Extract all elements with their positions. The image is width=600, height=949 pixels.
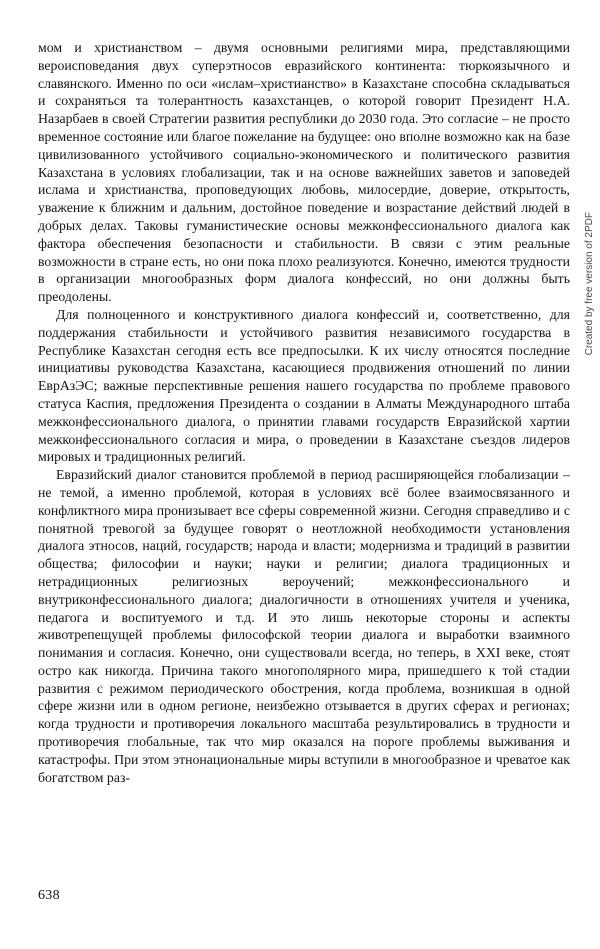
paragraph-1: мом и христианством – двумя основными религиями мира, представляющими вероисповедания двух суперэтносов евразийского континента: тюркоязычного и славянского. Именно по оси «ислам–христианство» в Казахстане способна складываться и сохраняться та толерантность казахстанцев, о которой говорит Президент Н.А. Назарбаев в своей Стратегии развития республики до 2030 года. Это согласие – не просто временное состояние или благое пожелание на будущее: оно вполне возможно как на базе цивилизованного устойчивого социально-экономического и политического развития Казахстана в условиях глобализации, так и на основе важнейших заветов и заповедей ислама и христианства, проповедующих любовь, милосердие, доверие, открытость, уважение к ближним и дальним, достойное поведение и возрастание действий людей в добрых делах. Таковы гуманистические основы межконфессионального диалога как фактора обеспечения безопасности и стабильности. В связи с этим реальные возможности в стране есть, но они пока плохо реализуются. Конечно, имеются трудности в организации многообразных форм диалога конфессий, но они должны быть преодолены. (38, 40, 570, 305)
page-number: 638 (38, 888, 60, 903)
page-body (38, 39, 570, 786)
paragraph-2: Для полноценного и конструктивного диалога конфессий и, соответственно, для поддержания стабильности и устойчивого развития независимого государства в Республике Казахстан сегодня есть все предпосылки. К их числу относятся последние инициативы руководства Казахстана, касающиеся продвижения отношений по линии ЕврАзЭС; важные перспективные решения нашего государства по проблеме правового статуса Каспия, предложения Президента о создании в Алматы Международного штаба межконфессионального диалога, о принятии главами государств Евразийской хартии межконфессионального согласия и мира, о проведении в Казахстане съездов лидеров мировых и традиционных религий. (38, 306, 570, 465)
watermark-text: Created by free version of 2PDF (584, 212, 595, 356)
paragraph-3: Евразийский диалог становится проблемой в период расширяющейся глобализации – не темой, а именно проблемой, которая в условиях всё более взаимосвязанного и конфликтного мира пронизывает все сферы современной жизни. Сегодня справедливо и с понятной тревогой за будущее говорят о неотложной необходимости установления диалога этносов, наций, государств; народа и власти; модернизма и традиций в развитии общества; философии и науки; науки и религии; диалога традиционных и нетрадиционных религиозных вероучений; межконфессионального и внутриконфессионального диалога; диалогичности в отношениях учителя и ученика, педагога и воспитуемого и т.д. И это лишь некоторые стороны и аспекты животрепещущей проблемы философской теории диалога и выработки взаимного понимания и согласия. Конечно, они существовали всегда, но теперь, в XXI веке, стоят остро как никогда. Причина такого многополярного мира, пришедшего к той стадии развития с режимом периодического обострения, когда проблема, возникшая в одной сфере жизни или в одном регионе, неизбежно отзывается в других сферах и регионах; когда трудности и противоречия локального масштаба результировались в трудности и противоречия глобальные, так что мир оказался на пороге проблемы выживания и катастрофы. При этом этнонациональные миры вступили в многообразное и чреватое как богатством раз- (38, 467, 570, 785)
